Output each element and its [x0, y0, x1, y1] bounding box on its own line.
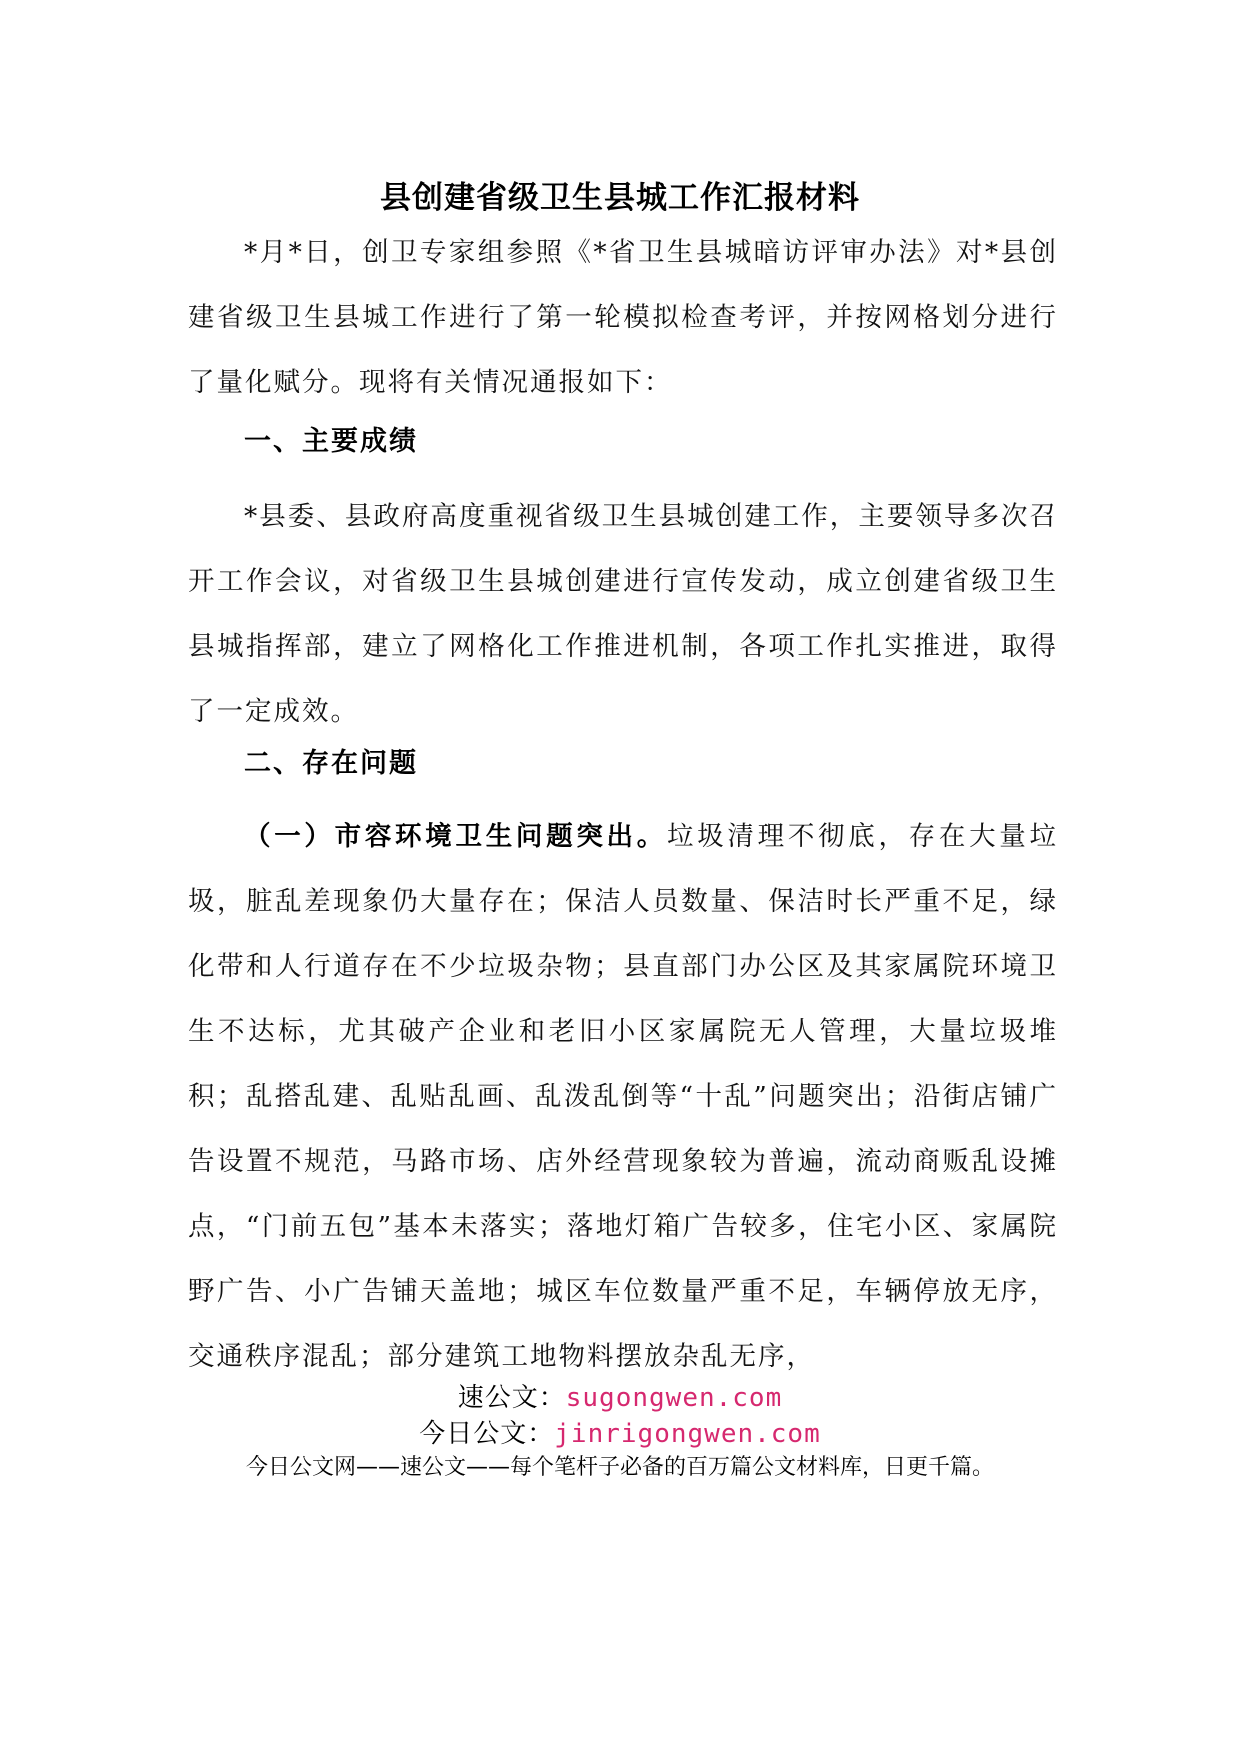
footer-site-1-label: 速公文： — [457, 1383, 566, 1413]
footer-site-1-link[interactable]: sugongwen.com — [565, 1383, 783, 1413]
footer-site-2-label: 今日公文： — [419, 1419, 555, 1449]
footer-site-1 — [0, 1380, 1240, 1416]
footer-site-2-link[interactable]: jinrigongwen.com — [554, 1419, 821, 1449]
section-heading-achievements: 一、主要成绩 — [244, 426, 418, 457]
problem-item-1 — [188, 804, 1058, 1389]
document-title: 县创建省级卫生县城工作汇报材料 — [380, 180, 860, 216]
problem-item-1-lead: （一）市容环境卫生问题突出。 — [244, 821, 667, 852]
section-heading-problems: 二、存在问题 — [244, 748, 418, 779]
footer-slogan: 今日公文网——速公文——每个笔杆子必备的百万篇公文材料库，日更千篇。 — [245, 1455, 994, 1480]
achievements-paragraph: *县委、县政府高度重视省级卫生县城创建工作，主要领导多次召开工作会议，对省级卫生县城创建进行宣传发动，成立创建省级卫生县城指挥部，建立了网格化工作推进机制，各项工作扎实推进，取得了一定成效。 — [188, 501, 1058, 727]
problem-item-1-text: 垃圾清理不彻底，存在大量垃圾，脏乱差现象仍大量存在；保洁人员数量、保洁时长严重不足，绿化带和人行道存在不少垃圾杂物；县直部门办公区及其家属院环境卫生不达标，尤其破产企业和老旧小区家属院无人管理，大量垃圾堆积；乱搭乱建、乱贴乱画、乱泼乱倒等“十乱”问题突出；沿街店铺广告设置不规范，马路市场、店外经营现象较为普遍，流动商贩乱设摊点，“门前五包”基本未落实；落地灯箱广告较多，住宅小区、家属院野广告、小广告铺天盖地；城区车位数量严重不足，车辆停放无序，交通秩序混乱；部分建筑工地物料摆放杂乱无序， — [188, 821, 1059, 1372]
footer-site-2 — [0, 1416, 1240, 1452]
intro-paragraph: *月*日，创卫专家组参照《*省卫生县城暗访评审办法》对*县创建省级卫生县城工作进行了第一轮模拟检查考评，并按网格划分进行了量化赋分。现将有关情况通报如下： — [188, 237, 1058, 398]
